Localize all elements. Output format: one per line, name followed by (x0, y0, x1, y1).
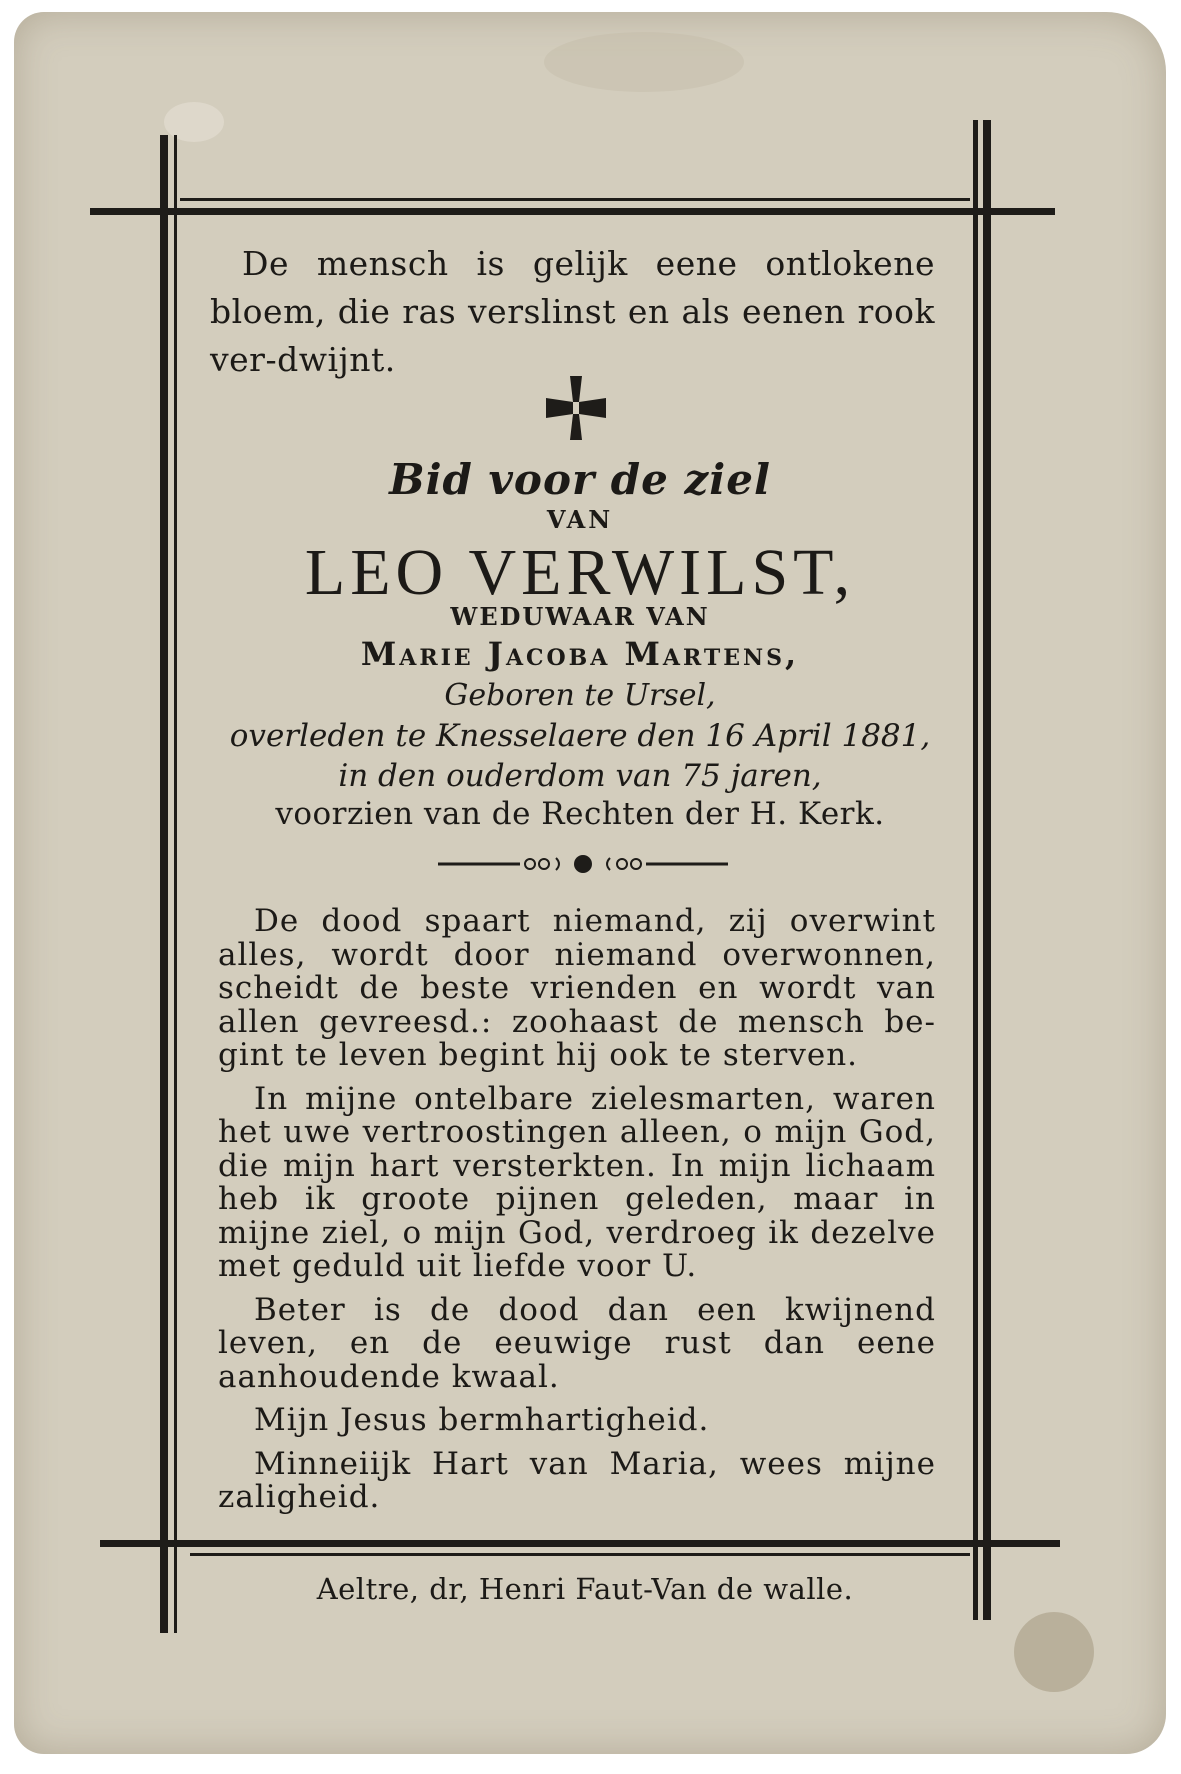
paragraph: Minneiijk Hart van Maria, wees mijne zaligheid. (218, 1445, 936, 1515)
ornament-divider (438, 850, 728, 878)
paragraph: Beter is de dood dan een kwijnend leven, en de eeuwige rust dan eene aanhoudende kwaal. (218, 1291, 936, 1395)
border-right-rule (973, 120, 978, 1620)
deceased-name: LEO VERWILST, (304, 536, 856, 609)
border-bottom-rule-thin (190, 1553, 970, 1556)
paper-stain (164, 102, 224, 142)
paper-stain (544, 32, 744, 92)
border-top-rule-thin (180, 198, 970, 201)
border-top-rule (90, 208, 1055, 215)
cross-pattee-icon (540, 372, 612, 444)
paragraph: De dood spaart niemand, zij overwint alles, wordt door niemand overwonnen, scheidt de beste vrienden en wordt van allen gevreesd.: zoohaast de mensch be-gint te leven begint hij ook te sterven. (218, 903, 936, 1073)
paragraph: In mijne ontelbare zielesmarten, waren het uwe vertroostingen alleen, o mijn God, die mijn hart versterkten. In mijn lichaam heb ik groote pijnen geleden, maar in mijne ziel, o mijn God, verdroeg ik dezelve met geduld uit liefde voor U. (218, 1080, 936, 1284)
body-text (218, 905, 936, 1525)
border-right-rule-thick (983, 120, 991, 1620)
border-left-rule-thin (174, 135, 177, 1633)
last-rites: voorzien van de Rechten der H. Kerk. (275, 796, 885, 832)
age-at-death: in den ouderdom van 75 jaren, (338, 758, 822, 794)
birth-place: Geboren te Ursel, (444, 678, 716, 713)
death-details: overleden te Knesselaere den 16 April 1881, (229, 718, 931, 754)
prayer-heading: Bid voor de ziel (389, 455, 771, 504)
paper-stain (1014, 1612, 1094, 1692)
widower-label: WEDUWAAR VAN (450, 602, 710, 631)
spouse-name: Marie Jacoba Martens, (360, 635, 800, 673)
border-bottom-rule (100, 1540, 1060, 1547)
opening-quote: De mensch is gelijk eene ontlokene bloem, die ras verslinst en als eenen rook ver-dwijnt. (210, 244, 935, 379)
printer-imprint: Aeltre, dr, Henri Faut-Van de walle. (316, 1572, 854, 1606)
paragraph: Mijn Jesus bermhartigheid. (254, 1402, 710, 1438)
border-left-rule (160, 135, 168, 1633)
van-label: VAN (546, 505, 614, 534)
